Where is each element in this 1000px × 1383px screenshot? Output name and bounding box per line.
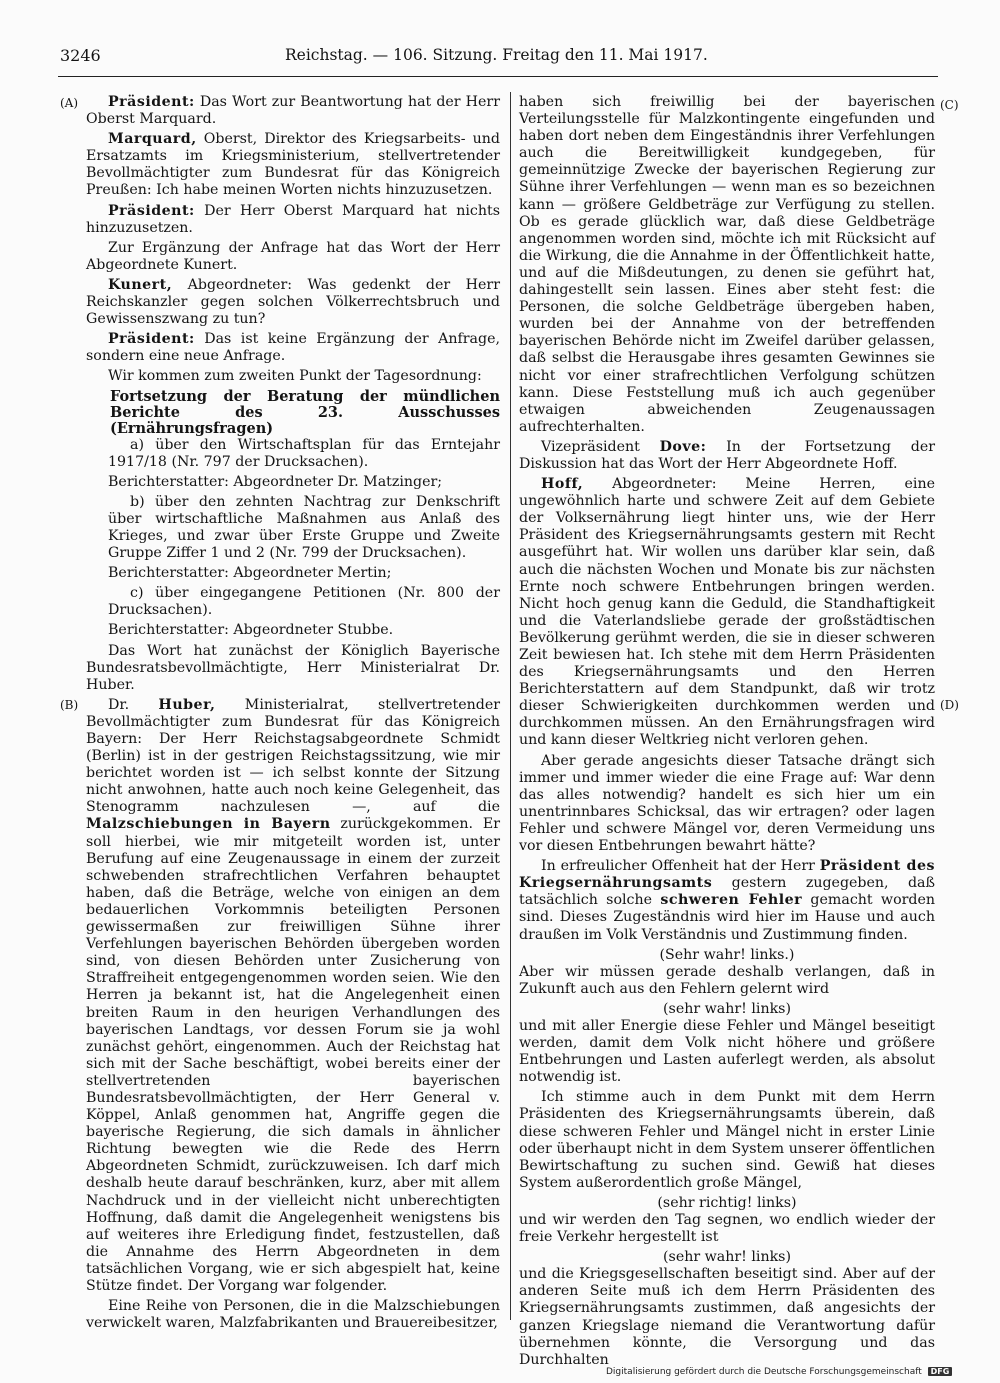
running-title: Reichstag. — 106. Sitzung. Freitag den 11. Mai 1917. xyxy=(285,46,708,64)
paragraph: Wir kommen zum zweiten Punkt der Tagesordnung: xyxy=(108,368,482,385)
speaker-name: Kunert, xyxy=(108,276,173,293)
title-prefix: Dr. xyxy=(108,696,159,713)
page-header xyxy=(60,46,936,74)
paragraph: Aber wir müssen gerade deshalb verlangen, daß in Zukunft auch aus den Fehlern gelernt wird xyxy=(519,963,935,997)
interjection: (sehr wahr! links) xyxy=(663,1249,791,1266)
paragraph: Das Wort hat zunächst der Königlich Bayerische Bundesratsbevollmächtigte, Herr Ministerialrat Dr. Huber. xyxy=(86,642,500,693)
paragraph xyxy=(86,94,500,128)
interjection: (sehr wahr! links) xyxy=(663,1000,791,1017)
dfg-logo: DFG xyxy=(928,1367,953,1376)
speech-text: Oberst, Direktor des Kriegsarbeits- und Ersatzamts im Kriegsministerium, stellvertretender Bevollmächtigter zum Bundesrat für das Königreich Preußen: Ich habe meinen Worten nichts hinzuzusetzen. xyxy=(86,131,500,199)
left-column xyxy=(86,94,500,1335)
header-rule xyxy=(58,76,938,77)
agenda-item-b: b) über den zehnten Nachtrag zur Denkschrift über wirtschaftliche Maßnahmen aus Anlaß des Krieges, und zwar über Erste Gruppe und Zweite Gruppe Ziffer 1 und 2 (Nr. 799 der Drucksachen). xyxy=(108,493,500,562)
paragraph xyxy=(86,697,500,1295)
speech-text: gestern zugegeben, daß tatsächlich solche xyxy=(519,875,935,909)
speech-text: Abgeordneter: Was gedenkt der Herr Reichskanzler gegen solchen Völkerrechtsbruch und Gewissenszwang zu tun? xyxy=(86,276,500,328)
margin-mark-c: (C) xyxy=(940,98,959,112)
speaker-name: Hoff, xyxy=(541,476,584,493)
speech-text: gemacht worden sind. Dieses Zugeständnis wird hier im Hause und auch draußen im Volk Verständnis und Zustimmung finden. xyxy=(519,892,936,943)
speaker-name: Präsident: xyxy=(108,331,195,348)
interjection: (sehr richtig! links) xyxy=(657,1194,797,1211)
agenda-item-a: a) über den Wirtschaftsplan für das Erntejahr 1917/18 (Nr. 797 der Drucksachen). xyxy=(108,436,500,470)
speaker-name: Präsident: xyxy=(108,202,195,219)
speech-text: Abgeordneter: Meine Herren, eine ungewöhnlich harte und schwere Zeit auf dem Gebiete der Volksernährung liegt hinter uns, wie der Herr Präsident des Kriegsernährungsamts gestern mit Recht ausgeführt hat. Wir wollen uns darüber klar sein, daß auch die nächsten Wochen und Monate bis zur nächsten Ernte noch schwere Entbehrungen bringen werden. Nicht hoch genug kann die Geduld, die Standhaftigkeit und die Vaterlandsliebe gerade der großstädtischen Bevölkerung gerühmt werden, die sie in dieser schweren Zeit bewiesen hat. Ich stehe mit dem Herrn Präsidenten des Kriegsernährungsamts und den Herren Berichterstattern auf dem Standpunkt, daß wir trotz dieser Schwierigkeiten durchkommen werden und durchkommen müssen. An den Ernährungsfragen wird und kann dieser Weltkrieg nicht verloren gehen. xyxy=(519,476,935,749)
speech-text: In erfreulicher Offenheit hat der Herr xyxy=(541,858,820,875)
paragraph xyxy=(519,439,935,473)
margin-mark-b: (B) xyxy=(60,698,79,712)
column-divider xyxy=(510,92,511,1320)
speech-text: Ministerialrat, stellvertretender Bevollmächtigter zum Bundesrat für das Königreich Bayern: Der Herr Reichstagsabgeordnete Schmidt (Berlin) ist in der gestrigen Reichstagssitzung, wie mir berichtet worden ist — ich selbst konnte der Sitzung nicht anwohnen, hatte auch noch keine Gelegenheit, das Stenogramm nachzulesen —, auf die xyxy=(86,696,500,816)
paragraph: Eine Reihe von Personen, die in die Malzschiebungen verwickelt waren, Malzfabrikanten und Brauereibesitzer, xyxy=(86,1298,500,1332)
paragraph: Ich stimme auch in dem Punkt mit dem Herrn Präsidenten des Kriegsernährungsamts überein, daß diese schweren Fehler und Mängel nicht in erster Linie oder überhaupt nicht in dem System unserer öffentlichen Bewirtschaftung zu suchen sind. Gewiß hat dieses System außerordentlich große Mängel, xyxy=(519,1089,935,1191)
interjection: (Sehr wahr! links.) xyxy=(659,946,795,963)
paragraph: Zur Ergänzung der Anfrage hat das Wort der Herr Abgeordnete Kunert. xyxy=(86,239,500,273)
rapporteur-b: Berichterstatter: Abgeordneter Mertin; xyxy=(108,565,392,582)
page-number: 3246 xyxy=(60,46,101,65)
speaker-name: Dove: xyxy=(659,438,707,455)
footer-credit xyxy=(606,1367,952,1377)
emphasis: Malzschiebungen in Bayern xyxy=(86,816,331,833)
paragraph: haben sich freiwillig bei der bayerischen Verteilungsstelle für Malzkontingente eingefunden und haben dort neben dem Eingeständnis ihrer Verfehlungen auch die Bereitwilligkeit kundgegeben, für gemeinnützige Zwecke der bayerischen Regierung zur Sühne ihrer Verfehlungen — wenn man es so bezeichnen kann — größere Geldbeträge zur Verfügung zu stellen. Ob es gerade glücklich war, daß diese Geldbeträge angenommen worden sind, möchte ich mit Rücksicht auf die Wirkung, die die Annahme in der Öffentlichkeit hatte, und auf die Mißdeutungen, zu denen sie geführt hat, dahingestellt sein lassen. Eines aber steht fest: die Personen, die solche Geldbeträge übergeben haben, wurden bei der Annahme von der betreffenden bayerischen Behörde nicht im Zweifel darüber gelassen, daß selbst die Herausgabe ihres gesamten Gewinnes sie nicht vor einer strafrechtlichen Verfolgung schützen kann. Diese Feststellung muß ich auch gegenüber etwaigen abweichenden Zeugenaussagen aufrechterhalten. xyxy=(519,94,935,435)
speech-text: zurückgekommen. Er soll hierbei, wie mir mitgeteilt worden ist, unter Berufung auf eine Zeugenaussage in einem der zurzeit schwebenden strafrechtlichen Verfahren behauptet haben, daß die Beträge, welche von einigen an dem bedauerlichen Vorkommnis beteiligten Personen gewissermaßen zur freiwilligen Sühne ihrer Verfehlungen bayerischen Behörden übergeben worden sind, von diesen Behörden unter Zusicherung von Straffreiheit entgegengenommen worden seien. Wie den Herren ja bekannt ist, hat die Angelegenheit einen breiten Raum in den heurigen Verhandlungen des bayerischen Landtags, vor dessen Forum sie ja wohl zunächst gehört, eingenommen. Auch der Reichstag hat sich mit der Sache beschäftigt, wobei bereits einer der stellvertretenden bayerischen Bundesratsbevollmächtigten, der Herr General v. Köppel, Anlaß genommen hat, Angriffe gegen die bayerische Regierung, die sich damals in ähnlicher Richtung bewegten wie die Rede des Herrn Abgeordneten Schmidt, zurückzuweisen. Ich darf mich deshalb heute darauf beschränken, kurz, aber mit allem Nachdruck und in der vielleicht nicht unberechtigten Hoffnung, daß damit die Angelegenheit wenigstens bis auf weiteres ihre Erledigung findet, festzustellen, daß die Annahme des Herrn Abgeordneten in dem tatsächlichen Vorgang, wie er sich abgespielt hat, keine Stütze findet. Der Vorgang war folgender. xyxy=(86,816,500,1294)
speech-text: Das ist keine Ergänzung der Anfrage, sondern eine neue Anfrage. xyxy=(86,331,500,365)
speaker-name: Huber, xyxy=(158,696,216,713)
paragraph xyxy=(86,131,500,199)
paragraph xyxy=(519,858,935,943)
rapporteur-a: Berichterstatter: Abgeordneter Dr. Matzinger; xyxy=(108,473,443,490)
paragraph xyxy=(86,277,500,328)
paragraph xyxy=(519,476,935,750)
title-prefix: Vizepräsident xyxy=(541,438,660,455)
paragraph: und mit aller Energie diese Fehler und Mängel beseitigt werden, damit dem Volk nicht höhere und größere Entbehrungen und Lasten auferlegt werden, als absolut notwendig ist. xyxy=(519,1017,935,1086)
speech-text: In der Fortsetzung der Diskussion hat das Wort der Herr Abgeordnete Hoff. xyxy=(519,438,935,472)
paragraph: und die Kriegsgesellschaften beseitigt sind. Aber auf der anderen Seite muß ich dem Herrn Präsidenten des Kriegsernährungsamts zustimmen, daß angesichts der ganzen Kriegslage niemand die Verantwortung dafür übernehmen könnte, die Versorgung und das Durchhalten xyxy=(519,1266,935,1368)
speech-text: Das Wort zur Beantwortung hat der Herr Oberst Marquard. xyxy=(86,94,500,128)
emphasis: Präsident des Kriegsernährungsamts xyxy=(519,858,935,892)
speaker-name: Präsident: xyxy=(108,94,195,110)
rapporteur-c: Berichterstatter: Abgeordneter Stubbe. xyxy=(108,622,394,639)
speech-text: Der Herr Oberst Marquard hat nichts hinzuzusetzen. xyxy=(86,202,500,236)
emphasis: schweren Fehler xyxy=(660,892,803,909)
paragraph: und wir werden den Tag segnen, wo endlich wieder der freie Verkehr hergestellt ist xyxy=(519,1212,935,1246)
margin-mark-a: (A) xyxy=(60,96,79,110)
paragraph xyxy=(86,331,500,365)
paragraph xyxy=(86,203,500,237)
right-column xyxy=(519,94,935,1372)
agenda-title: Fortsetzung der Beratung der mündlichen Berichte des 23. Ausschusses (Ernährungsfragen) xyxy=(110,387,500,437)
paragraph: Aber gerade angesichts dieser Tatsache drängt sich immer und immer wieder die eine Frage auf: War denn das alles notwendig? handelt es sich hier um ein unentrinnbares Schicksal, das wir ertragen? oder lagen Fehler und schwere Mängel vor, deren Vermeidung uns vor diesen Entbehrungen bewahrt hätte? xyxy=(519,752,935,855)
speaker-name: Marquard, xyxy=(108,131,197,148)
footer-text: Digitalisierung gefördert durch die Deutsche Forschungsgemeinschaft xyxy=(606,1367,922,1377)
agenda-item-c: c) über eingegangene Petitionen (Nr. 800 der Drucksachen). xyxy=(108,585,500,619)
margin-mark-d: (D) xyxy=(940,698,959,712)
